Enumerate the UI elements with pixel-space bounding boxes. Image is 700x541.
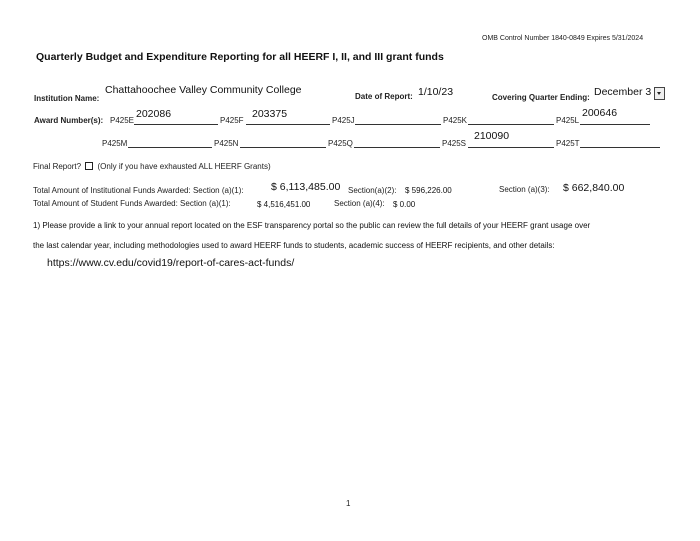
award-field-line — [468, 147, 554, 148]
award-field-line — [134, 124, 218, 125]
award-numbers-label: Award Number(s): — [34, 116, 104, 125]
award-field-line — [128, 147, 212, 148]
question-1-line-2: the last calendar year, including methodologies used to award HEERF funds to students, academic success of HEERF recipients, and other details: — [33, 241, 555, 250]
section-a3-label: Section (a)(3): — [499, 185, 550, 194]
award-code-p425l: P425L — [556, 116, 580, 125]
award-field-line — [354, 147, 440, 148]
award-code-p425t: P425T — [556, 139, 580, 148]
institutional-a1-field[interactable]: $ 6,113,485.00 — [271, 181, 341, 193]
award-code-p425q: P425Q — [328, 139, 353, 148]
covering-quarter-select[interactable]: December 3 — [594, 86, 652, 98]
award-field-line — [580, 147, 660, 148]
award-code-p425k: P425K — [443, 116, 468, 125]
award-field-line — [580, 124, 650, 125]
section-a4-label: Section (a)(4): — [334, 199, 385, 208]
date-of-report-field[interactable]: 1/10/23 — [418, 86, 454, 98]
institution-name-label: Institution Name: — [34, 94, 100, 103]
covering-quarter-dropdown-button[interactable] — [654, 87, 665, 100]
award-code-p425j: P425J — [332, 116, 355, 125]
final-report-row — [33, 162, 271, 171]
award-field-p425l[interactable]: 200646 — [582, 107, 618, 119]
institutional-a2-field[interactable]: $ 596,226.00 — [405, 186, 452, 195]
institution-name-field[interactable]: Chattahoochee Valley Community College — [105, 84, 302, 96]
final-report-note: (Only if you have exhausted ALL HEERF Grants) — [97, 162, 271, 171]
award-field-line — [246, 124, 330, 125]
date-of-report-label: Date of Report: — [355, 92, 413, 101]
award-field-p425e[interactable]: 202086 — [136, 108, 172, 120]
award-code-p425n: P425N — [214, 139, 239, 148]
award-field-line — [468, 124, 554, 125]
page-number: 1 — [346, 499, 351, 508]
award-field-p425s[interactable]: 210090 — [474, 130, 510, 142]
question-1-line-1: 1) Please provide a link to your annual report located on the ESF transparency portal so the public can review the full details of your HEERF grant usage over — [33, 221, 591, 230]
annual-report-link-field[interactable]: https://www.cv.edu/covid19/report-of-cares-act-funds/ — [47, 257, 295, 269]
award-code-p425e: P425E — [110, 116, 135, 125]
chevron-down-icon — [657, 92, 661, 95]
award-code-p425s: P425S — [442, 139, 467, 148]
award-field-line — [240, 147, 326, 148]
page-title: Quarterly Budget and Expenditure Reporting for all HEERF I, II, and III grant funds — [36, 51, 444, 63]
student-funds-label: Total Amount of Student Funds Awarded: Section (a)(1): — [33, 199, 231, 208]
institutional-a3-field[interactable]: $ 662,840.00 — [563, 182, 625, 194]
institutional-funds-label: Total Amount of Institutional Funds Awarded: Section (a)(1): — [33, 186, 244, 195]
omb-control-number: OMB Control Number 1840-0849 Expires 5/31/2024 — [482, 35, 644, 42]
covering-quarter-label: Covering Quarter Ending: — [492, 93, 590, 102]
student-a4-field[interactable]: $ 0.00 — [393, 200, 416, 209]
final-report-checkbox[interactable] — [85, 162, 93, 170]
award-code-p425f: P425F — [220, 116, 244, 125]
section-a2-label: Section(a)(2): — [348, 186, 397, 195]
final-report-label: Final Report? — [33, 162, 82, 171]
award-code-p425m: P425M — [102, 139, 128, 148]
student-a1-field[interactable]: $ 4,516,451.00 — [257, 200, 311, 209]
award-field-line — [355, 124, 441, 125]
award-field-p425f[interactable]: 203375 — [252, 108, 288, 120]
